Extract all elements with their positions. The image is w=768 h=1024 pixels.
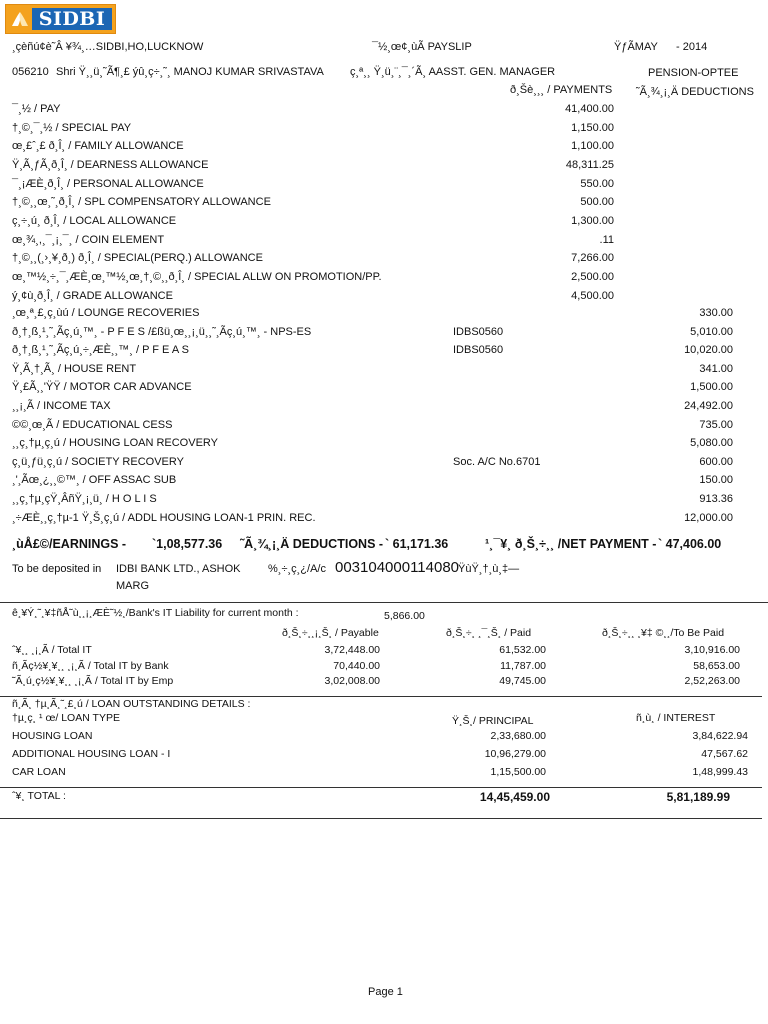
tax-row-payable: 3,72,448.00 xyxy=(324,644,380,656)
deduction-label: ¸œ¸ª¸£¸ç¸ùú / LOUNGE RECOVERIES xyxy=(12,307,200,319)
deduction-label: ¸'¸Ãœ¸¿¸¸©™¸ / OFF ASSAC SUB xyxy=(12,474,177,487)
divider-line xyxy=(0,696,762,697)
loan-total-label: ˆ¥¸ TOTAL : xyxy=(12,790,66,802)
net-payment-value: ` 47,406.00 xyxy=(658,537,722,551)
earning-label: †¸©¸¯¸½ / SPECIAL PAY xyxy=(12,121,132,134)
to-be-paid-column-header: ð¸Š¸÷¸¸ ¸¥‡ ©¸¸/To Be Paid xyxy=(602,627,725,639)
earning-amount: 1,300.00 xyxy=(571,214,614,227)
earning-amount: 41,400.00 xyxy=(565,103,614,115)
earning-label: œ¸£ˆ¸£ ð¸Î¸ / FAMILY ALLOWANCE xyxy=(12,140,184,153)
loan-interest: 3,84,622.94 xyxy=(692,730,748,742)
earnings-total-value: `1,08,577.36 xyxy=(152,537,223,551)
tax-row-paid: 61,532.00 xyxy=(499,644,546,656)
deduction-label: ¸¸ç¸†µ¸çŸ¸ÂñŸ¸¡¸ü¸ / H O L I S xyxy=(12,493,157,505)
earning-amount: 1,150.00 xyxy=(571,121,614,134)
interest-column-header: ñ¸ù¸ / INTEREST xyxy=(636,712,716,724)
deduction-reference: IDBS0560 xyxy=(453,344,504,357)
deduction-amount: 735.00 xyxy=(699,418,733,431)
loan-total-principal: 14,45,459.00 xyxy=(479,790,550,804)
tax-row-to-be-paid: 58,653.00 xyxy=(693,659,740,672)
loan-principal: 2,33,680.00 xyxy=(490,730,546,742)
loan-interest: 1,48,999.43 xyxy=(692,766,748,778)
deduction-amount: 1,500.00 xyxy=(690,381,733,394)
office-name: ¸çèñú¢è˜Â ¥¾¸…SIDBI,HO,LUCKNOW xyxy=(12,41,204,53)
deduction-label: ¸¸¡¸Ã / INCOME TAX xyxy=(12,400,111,412)
account-label: %¸÷¸ç¸¿/A/c xyxy=(268,563,326,575)
pension-option: PENSION-OPTEE xyxy=(648,67,739,79)
deduction-amount: 600.00 xyxy=(699,455,733,468)
earning-label: œ¸™½¸÷¸¯¸ÆÈ¸œ¸™½¸œ¸†¸©¸¸ð¸Î¸ / SPECIAL ALLW ON PROMOTION/PP. xyxy=(12,270,382,283)
earning-label: ç¸÷¸ú¸ ð¸Î¸ / LOCAL ALLOWANCE xyxy=(12,214,177,227)
loan-type: CAR LOAN xyxy=(12,766,66,778)
loan-type: HOUSING LOAN xyxy=(12,730,93,742)
paid-column-header: ð¸Š¸÷¸ ¸¯¸Š¸ / Paid xyxy=(446,627,532,639)
earning-amount: 7,266.00 xyxy=(571,252,614,265)
loan-interest: 47,567.62 xyxy=(701,748,748,760)
tax-row-label: ˜Ã¸ú¸ç½¥¸¥¸¸ ¸¡¸Ã / Total IT by Emp xyxy=(12,675,174,687)
deduction-reference: Soc. A/C No.6701 xyxy=(453,455,541,468)
deposit-bank: IDBI BANK LTD., ASHOK xyxy=(116,563,241,575)
deduction-amount: 5,010.00 xyxy=(690,325,733,338)
tax-row-paid: 11,787.00 xyxy=(500,659,546,672)
deposit-label: To be deposited in xyxy=(12,563,102,575)
tax-row-paid: 49,745.00 xyxy=(499,675,546,687)
net-payment-label: ¹¸¯¥¸ ð¸Š¸÷¸¸ /NET PAYMENT - xyxy=(485,537,657,551)
principal-column-header: Ÿ¸Š¸/ PRINCIPAL xyxy=(452,715,534,727)
earning-amount: 1,100.00 xyxy=(571,140,614,153)
deductions-total-value: ` 61,171.36 xyxy=(385,537,449,551)
earnings-total-label: ¸ùÅ£©/EARNINGS - xyxy=(12,537,127,551)
page-number: Page 1 xyxy=(368,986,403,998)
divider-line xyxy=(0,818,762,819)
deductions-header: ˜Ã¸¾¸¡¸Ä DEDUCTIONS xyxy=(636,86,754,98)
deductions-total-label: ˜Ã¸¾¸¡¸Ä DEDUCTIONS - xyxy=(240,537,384,551)
earning-label: ¯¸½ / PAY xyxy=(12,103,61,115)
it-liability-value: 5,866.00 xyxy=(384,610,425,622)
tax-row-payable: 70,440.00 xyxy=(333,659,380,672)
divider-line xyxy=(0,787,762,788)
earning-label: œ¸¾¸,¸¯¸¡¸¯¸ / COIN ELEMENT xyxy=(12,233,165,246)
deduction-label: ©©¸œ¸Ã / EDUCATIONAL CESS xyxy=(12,418,173,431)
loan-outstanding-heading: ñ¸Ã¸ †µ¸Ã¸˜¸£¸ú / LOAN OUTSTANDING DETAILS : xyxy=(12,698,251,710)
earning-label: Ÿ¸Ã¸ƒÃ¸ð¸Î¸ / DEARNESS ALLOWANCE xyxy=(12,158,209,171)
earning-label: ¯¸¡ÆÈ¸ð¸Î¸ / PERSONAL ALLOWANCE xyxy=(12,177,204,190)
deduction-amount: 5,080.00 xyxy=(690,437,733,450)
deduction-label: ¸÷ÆÈ¸¸ç¸†µ-1 Ÿ¸Š¸ç¸ú / ADDL HOUSING LOAN-1 PRIN. REC. xyxy=(12,511,316,524)
tax-row-to-be-paid: 2,52,263.00 xyxy=(684,675,740,687)
tax-row-to-be-paid: 3,10,916.00 xyxy=(684,644,740,656)
loan-type-header: †µ¸ç¸ ¹ œ/ LOAN TYPE xyxy=(12,712,120,724)
earning-amount: .11 xyxy=(599,233,614,246)
earning-amount: 2,500.00 xyxy=(571,270,614,283)
deposit-hindi: ŸùŸ¸†¸ù¸‡— xyxy=(458,563,520,575)
deduction-label: ç¸ü¸ƒü¸ç¸ú / SOCIETY RECOVERY xyxy=(12,455,184,468)
deduction-label: Ÿ¸£Ã¸¸'ŸŸ / MOTOR CAR ADVANCE xyxy=(12,381,192,394)
employee-code: 056210 xyxy=(12,66,49,78)
it-liability-label: ê¸¥Ý¸˜¸¥‡ñÅ˜ù¸¸¡¸ÆÈ˜½¸/Bank's IT Liability for current month : xyxy=(12,607,299,619)
deduction-label: Ÿ¸Ã¸†¸Ã¸ / HOUSE RENT xyxy=(12,362,137,375)
employee-name: Shri Ÿ¸¸ü¸˜Ã¶¸£ ýû¸ç÷¸˜¸ MANOJ KUMAR SRIVASTAVA xyxy=(56,66,324,78)
deduction-label: ð¸†¸ß¸¹¸˜¸Ãç¸ú¸™¸ - P F E S /£ßü¸œ¸¸¡¸ü¸¸˜¸Ãç¸ú¸™¸ - NPS-ES xyxy=(12,325,312,338)
loan-principal: 1,15,500.00 xyxy=(490,766,546,778)
loan-principal: 10,96,279.00 xyxy=(484,748,546,760)
deduction-amount: 913.36 xyxy=(699,493,733,505)
deduction-amount: 150.00 xyxy=(699,474,733,487)
tax-row-label: ñ¸Ãç½¥¸¥¸¸ ¸¡¸Ã / Total IT by Bank xyxy=(12,659,169,672)
tax-row-label: ˆ¥¸¸ ¸¡¸Ã / Total IT xyxy=(12,644,92,656)
earning-label: †¸©¸¸œ¸˜¸ð¸Î¸ / SPL COMPENSATORY ALLOWANCE xyxy=(12,196,271,209)
loan-type: ADDITIONAL HOUSING LOAN - I xyxy=(12,748,171,760)
deduction-amount: 330.00 xyxy=(699,307,733,319)
earning-amount: 48,311.25 xyxy=(565,158,614,171)
deduction-label: ¸¸ç¸†µ¸ç¸ú / HOUSING LOAN RECOVERY xyxy=(12,437,218,450)
earning-amount: 500.00 xyxy=(580,196,614,209)
earning-amount: 550.00 xyxy=(580,177,614,190)
payable-column-header: ð¸Š¸÷¸¸¡¸Š¸ / Payable xyxy=(282,627,379,639)
deposit-bank-continued: MARG xyxy=(116,580,149,592)
deduction-amount: 24,492.00 xyxy=(684,400,733,412)
deduction-amount: 341.00 xyxy=(699,362,733,375)
account-number: 003104000114080 xyxy=(335,559,460,576)
payslip-year: - 2014 xyxy=(676,41,708,53)
payslip-month: ŸƒÃMAY xyxy=(614,41,658,53)
deduction-amount: 10,020.00 xyxy=(684,344,733,357)
payslip-title: ¯½¸œ¢¸ùÃ PAYSLIP xyxy=(372,41,472,53)
divider-line xyxy=(0,602,768,603)
tax-row-payable: 3,02,008.00 xyxy=(324,675,380,687)
earning-label: ý¸¢ù¸ð¸Î¸ / GRADE ALLOWANCE xyxy=(12,289,173,302)
deduction-amount: 12,000.00 xyxy=(684,511,733,524)
deduction-label: ð¸†¸ß¸¹¸˜¸Ãç¸ú¸÷¸ÆÈ¸¸™¸ / P F E A S xyxy=(12,344,189,357)
loan-total-interest: 5,81,189.99 xyxy=(666,790,730,804)
earning-label: †¸©¸¸(¸›¸¥¸ð¸) ð¸Î¸ / SPECIAL(PERQ.) ALLOWANCE xyxy=(12,252,263,265)
payments-header: ð¸Šè¸¸¸ / PAYMENTS xyxy=(510,84,613,96)
logo-text: SIDBI xyxy=(32,8,112,30)
employee-designation: ç¸ª¸¸ Ÿ¸ü¸¨¸¯¸´Ã¸ AASST. GEN. MANAGER xyxy=(350,66,556,78)
deduction-reference: IDBS0560 xyxy=(453,325,504,338)
sidbi-logo xyxy=(5,4,116,34)
earning-amount: 4,500.00 xyxy=(571,289,614,302)
hands-emblem-icon xyxy=(9,8,31,30)
